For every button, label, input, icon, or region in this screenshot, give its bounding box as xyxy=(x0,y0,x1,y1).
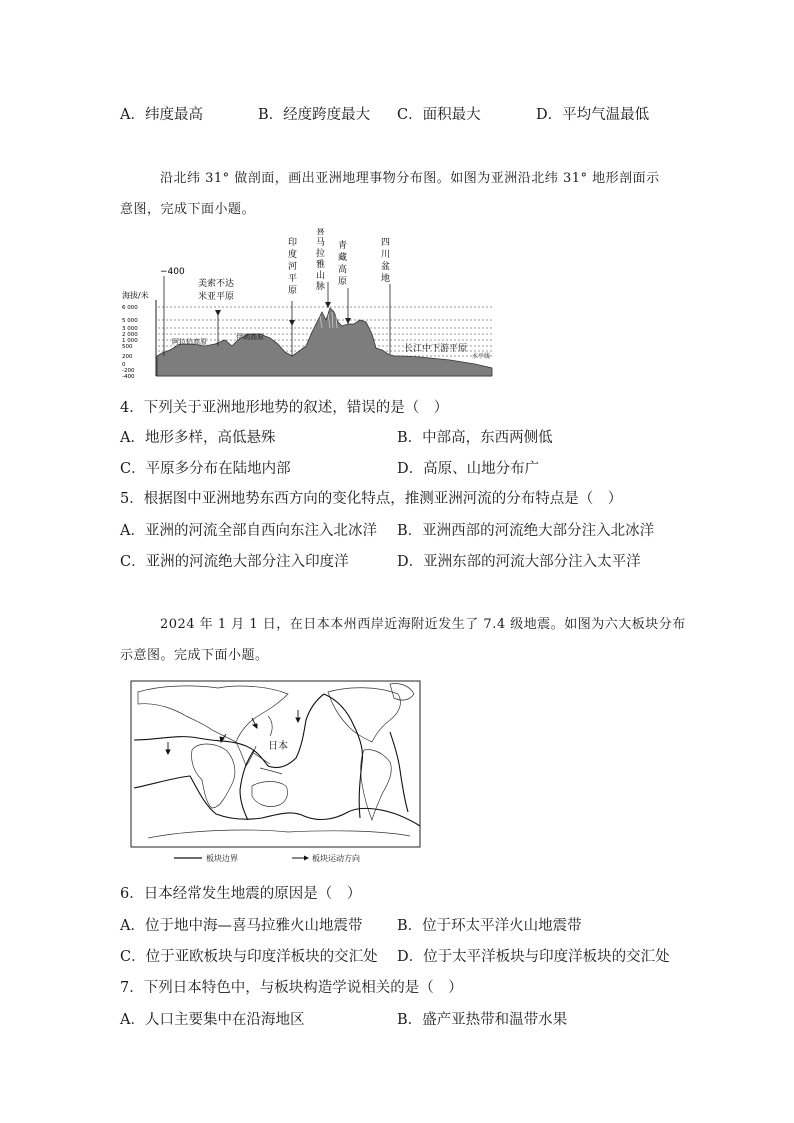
label-himalaya-5: 山 xyxy=(316,271,326,281)
label-sichuan-2: 川 xyxy=(381,250,391,260)
label-himalaya-1: 喜 xyxy=(316,228,326,237)
tick-2000: 2 000 xyxy=(122,332,138,338)
q6-option-c: C．位于亚欧板块与印度洋板块的交汇处 xyxy=(120,949,378,965)
q4-option-a: A．地形多样，高低悬殊 xyxy=(120,430,276,446)
q7-option-b: B．盛产亚热带和温带水果 xyxy=(397,1012,568,1028)
label-arabian: 阿拉伯高原 xyxy=(172,338,207,346)
label-tibet-2: 藏 xyxy=(338,253,348,263)
label-mesopotamia-2: 米亚平原 xyxy=(198,292,235,302)
label-sea-level: 水平线 xyxy=(472,353,491,360)
q5-option-d: D．亚洲东部的河流大部分注入太平洋 xyxy=(397,554,641,570)
q7-option-a: A．人口主要集中在沿海地区 xyxy=(120,1012,305,1028)
intro2-line2: 示意图。完成下面小题。 xyxy=(120,648,269,663)
label-indus-5: 原 xyxy=(288,286,298,296)
q5-option-c: C．亚洲的河流绝大部分注入印度洋 xyxy=(120,554,349,570)
label-tibet-3: 高 xyxy=(338,265,348,275)
label-mesopotamia-1: 美索不达 xyxy=(198,279,235,289)
tick-200: 200 xyxy=(122,354,133,360)
q4-option-c: C．平原多分布在陆地内部 xyxy=(120,461,291,477)
q5-option-b: B．亚洲西部的河流绝大部分注入北冰洋 xyxy=(397,523,655,539)
legend-boundary: 板块边界 xyxy=(206,854,238,863)
label-indus-4: 平 xyxy=(288,274,298,284)
marker-neg400: −400 xyxy=(160,267,185,277)
q3-option-c: C．面积最大 xyxy=(397,107,481,123)
q4-option-b: B．中部高，东西两侧低 xyxy=(397,430,553,446)
label-himalaya-2: 马 xyxy=(316,238,326,248)
label-sichuan-3: 盆 xyxy=(381,262,391,272)
tick-neg200: -200 xyxy=(122,368,135,374)
q4-stem: 4．下列关于亚洲地形地势的叙述，错误的是（ ） xyxy=(120,400,449,416)
tick-500: 500 xyxy=(122,344,133,350)
tick-6000: 6 000 xyxy=(122,305,138,311)
label-himalaya-6: 脉 xyxy=(316,282,326,292)
label-iran: 伊朗高原 xyxy=(236,333,264,341)
label-sichuan-1: 四 xyxy=(381,238,391,248)
q4-option-d: D．高原、山地分布广 xyxy=(397,461,540,477)
label-tibet-1: 青 xyxy=(338,241,348,251)
tick-0: 0 xyxy=(122,362,126,368)
q6-option-a: A．位于地中海—喜马拉雅火山地震带 xyxy=(120,918,363,934)
q6-stem: 6．日本经常发生地震的原因是（ ） xyxy=(120,886,362,902)
q5-option-a: A．亚洲的河流全部自西向东注入北冰洋 xyxy=(120,523,377,539)
q7-stem: 7．下列日本特色中，与板块构造学说相关的是（ ） xyxy=(120,980,463,996)
q6-option-d: D．位于太平洋板块与印度洋板块的交汇处 xyxy=(397,949,670,965)
label-indus-2: 度 xyxy=(288,250,298,260)
intro1-line2: 意图，完成下面小题。 xyxy=(120,202,256,217)
plate-map-figure xyxy=(128,680,424,868)
legend-motion: 板块运动方向 xyxy=(312,854,360,863)
asia-profile-figure xyxy=(120,228,500,380)
tick-3000: 3 000 xyxy=(122,326,138,332)
label-himalaya-4: 雅 xyxy=(316,260,326,270)
q3-option-b: B．经度跨度最大 xyxy=(258,107,371,123)
q3-option-d: D．平均气温最低 xyxy=(536,107,650,123)
tick-5000: 5 000 xyxy=(122,318,138,324)
q6-option-b: B．位于环太平洋火山地震带 xyxy=(397,918,582,934)
intro1-line1: 沿北纬 31° 做剖面，画出亚洲地理事物分布图。如图为亚洲沿北纬 31° 地形剖面示 xyxy=(160,171,660,186)
tick-neg400: -400 xyxy=(122,374,135,380)
y-axis-label: 海拔/米 xyxy=(122,291,149,300)
label-sichuan-4: 地 xyxy=(381,274,391,284)
q5-stem: 5．根据图中亚洲地势东西方向的变化特点，推测亚洲河流的分布特点是（ ） xyxy=(120,491,623,507)
label-himalaya-3: 拉 xyxy=(316,249,326,259)
label-indus-3: 河 xyxy=(288,262,298,272)
intro2-line1: 2024 年 1 月 1 日，在日本本州西岸近海附近发生了 7.4 级地震。如图为六大板块分布 xyxy=(160,617,686,632)
label-tibet-4: 原 xyxy=(338,277,348,287)
japan-label: 日本 xyxy=(268,741,288,752)
tick-1000: 1 000 xyxy=(122,338,138,344)
label-yangtze: 长江中下游平原 xyxy=(404,344,468,354)
label-indus-1: 印 xyxy=(288,238,298,248)
q3-option-a: A．纬度最高 xyxy=(120,107,203,123)
